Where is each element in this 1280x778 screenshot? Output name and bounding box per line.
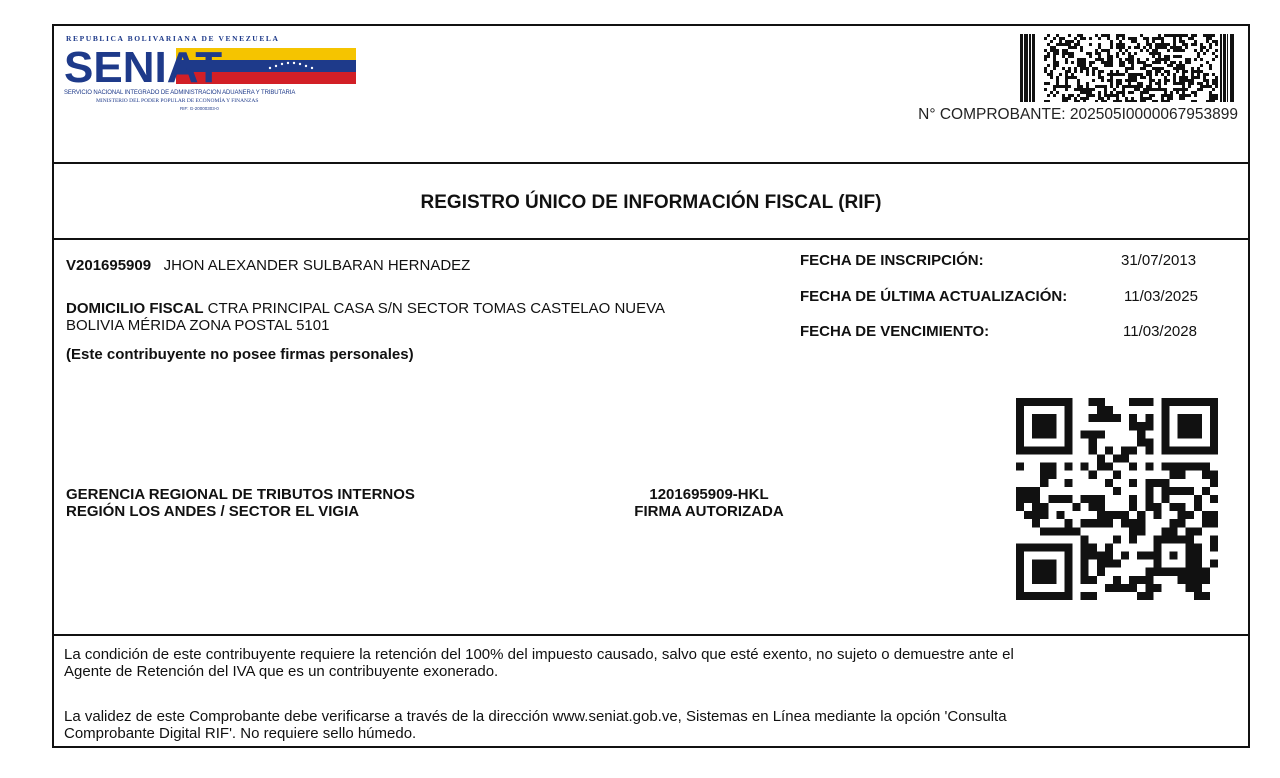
fecha-inscripcion-label: FECHA DE INSCRIPCIÓN:	[800, 252, 984, 269]
firmas-note: (Este contribuyente no posee firmas personales)	[66, 346, 414, 363]
qr-code-image	[1016, 398, 1218, 600]
validez-note	[64, 708, 1240, 742]
comprobante-number: N° COMPROBANTE: 202505I0000067953899	[918, 106, 1238, 123]
rif-certificate	[52, 24, 1250, 748]
domicilio-label: DOMICILIO FISCAL	[66, 300, 204, 317]
fecha-vencimiento-label: FECHA DE VENCIMIENTO:	[800, 323, 990, 340]
firma-autorizada	[614, 486, 804, 520]
divider	[54, 634, 1248, 636]
gerencia-line2: REGIÓN LOS ANDES / SECTOR EL VIGIA	[66, 503, 360, 520]
gerencia-regional	[66, 486, 415, 520]
logo-subtitle-rif: RIF: G-20000303-0	[180, 106, 219, 111]
rif-number: V201695909	[66, 257, 152, 274]
fecha-actualizacion-value: 11/03/2025	[1124, 288, 1198, 305]
retencion-note	[64, 646, 1240, 680]
fecha-vencimiento-value: 11/03/2028	[1123, 323, 1197, 340]
contribuyente-name: JHON ALEXANDER SULBARAN HERNADEZ	[163, 257, 471, 274]
barcode-image	[1020, 34, 1242, 102]
retencion-line1: La condición de este contribuyente requiere la retención del 100% del impuesto causado, salvo que esté exento, no sujeto o demuestre ante el	[64, 646, 1014, 663]
retencion-line2: Agente de Retención del IVA que es un contribuyente exonerado.	[64, 663, 499, 680]
domicilio-fiscal	[66, 300, 665, 334]
divider	[54, 162, 1248, 164]
domicilio-line2: BOLIVIA MÉRIDA ZONA POSTAL 5101	[66, 317, 330, 334]
domicilio-line1: CTRA PRINCIPAL CASA S/N SECTOR TOMAS CASTELAO NUEVA	[207, 300, 666, 317]
seniat-logo	[64, 44, 356, 88]
validez-line1: La validez de este Comprobante debe verificarse a través de la dirección www.seniat.gob.ve, Sistemas en Línea mediante la opción 'Consulta	[64, 708, 1007, 725]
logo-subtitle-ministerio: MINISTERIO DEL PODER POPULAR DE ECONOMÍA Y FINANZAS	[96, 98, 259, 104]
divider	[54, 238, 1248, 240]
gerencia-line1: GERENCIA REGIONAL DE TRIBUTOS INTERNOS	[66, 486, 415, 503]
republica-label: REPUBLICA BOLIVARIANA DE VENEZUELA	[66, 34, 280, 43]
fecha-inscripcion-value: 31/07/2013	[1121, 252, 1197, 269]
svg-text:SENIAT: SENIAT	[64, 44, 223, 88]
logo-subtitle-servicio: SERVICIO NACIONAL INTEGRADO DE ADMINISTRACION ADUANERA Y TRIBUTARIA	[64, 90, 296, 96]
fecha-actualizacion-label: FECHA DE ÚLTIMA ACTUALIZACIÓN:	[800, 288, 1068, 305]
contribuyente-line	[66, 257, 470, 274]
firma-code: 1201695909-HKL	[649, 486, 769, 503]
firma-label: FIRMA AUTORIZADA	[634, 503, 784, 520]
validez-line2: Comprobante Digital RIF'. No requiere sello húmedo.	[64, 725, 417, 742]
document-title: REGISTRO ÚNICO DE INFORMACIÓN FISCAL (RIF)	[420, 192, 882, 213]
